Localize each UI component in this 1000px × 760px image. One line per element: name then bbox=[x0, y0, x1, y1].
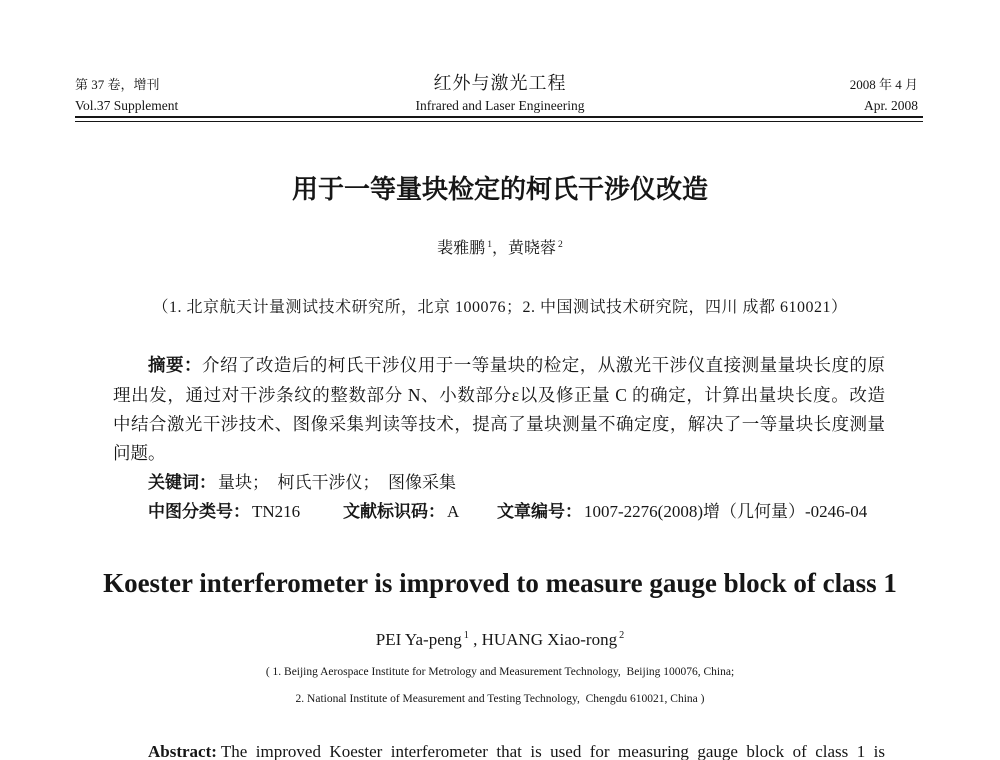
author-affiliation-marker: 2 bbox=[619, 630, 625, 642]
authors-cn bbox=[0, 239, 1000, 259]
affiliation-en-line: 2. National Institute of Measurement and Testing Technology, Chengdu 610021, China ) bbox=[295, 693, 705, 705]
author-separator: ， bbox=[491, 240, 508, 257]
article-id bbox=[497, 501, 867, 523]
abstract-cn-line bbox=[113, 351, 885, 381]
abstract-cn-text: 介绍了改造后的柯氏干涉仪用于一等量块的检定，从激光干涉仪直接测量量块长度的原 bbox=[201, 355, 886, 375]
abstract-cn-line: 理出发，通过对干涉条纹的整数部分 N、小数部分ε以及修正量 C 的确定，计算出量块长度。改造 bbox=[113, 385, 885, 405]
volume-issue-en: Vol.37 Supplement bbox=[75, 98, 179, 113]
abstract-en-label: Abstract: bbox=[148, 742, 217, 760]
article-id-value: 1007-2276(2008)增（几何量）-0246-04 bbox=[584, 502, 868, 521]
document-code bbox=[343, 501, 459, 523]
abstract-cn-line: 问题。 bbox=[113, 443, 166, 463]
author-name: HUANG Xiao-rong bbox=[481, 630, 618, 649]
affiliation-cn: （1. 北京航天计量测试技术研究所，北京 100076；2. 中国测试技术研究院，四川 成都 610021） bbox=[152, 299, 848, 316]
issue-date-en: Apr. 2008 bbox=[864, 98, 918, 113]
author-name: 裴雅鹏 bbox=[437, 240, 486, 257]
clc-number-value: TN216 bbox=[252, 502, 301, 521]
author-name: 黄晓蓉 bbox=[508, 240, 557, 257]
document-code-label: 文献标识码： bbox=[343, 502, 445, 522]
keywords-cn-label: 关键词： bbox=[148, 473, 216, 493]
journal-name-en: Infrared and Laser Engineering bbox=[415, 98, 585, 113]
paper-title-cn: 用于一等量块检定的柯氏干涉仪改造 bbox=[291, 175, 708, 205]
abstract-cn-label: 摘要： bbox=[148, 356, 202, 376]
abstract-en bbox=[148, 742, 885, 760]
journal-name-cn: 红外与激光工程 bbox=[433, 73, 567, 93]
clc-number bbox=[148, 501, 300, 523]
keywords-cn-text: 量块； 柯氏干涉仪； 图像采集 bbox=[218, 473, 456, 492]
issue-date-cn: 2008 年 4 月 bbox=[849, 77, 918, 92]
affiliation-en-line: ( 1. Beijing Aerospace Institute for Metrology and Measurement Technology, Beijing 100076, China; bbox=[265, 666, 735, 678]
author-affiliation-marker: 2 bbox=[558, 238, 563, 250]
author-separator: , bbox=[468, 630, 482, 649]
author-name: PEI Ya-peng bbox=[375, 630, 462, 649]
author-affiliation-marker: 1 bbox=[487, 238, 492, 250]
volume-issue-cn: 第 37 卷，增刊 bbox=[75, 77, 160, 92]
header-double-rule bbox=[75, 116, 923, 122]
abstract-cn bbox=[113, 351, 885, 468]
article-id-label: 文章编号： bbox=[497, 502, 582, 522]
paper-title-en: Koester interferometer is improved to measure gauge block of class 1 bbox=[103, 568, 897, 598]
author-affiliation-marker: 1 bbox=[463, 630, 469, 642]
authors-en bbox=[0, 630, 1000, 650]
abstract-cn-line: 中结合激光干涉技术、图像采集判读等技术，提高了量块测量不确定度，解决了一等量块长度测量 bbox=[113, 414, 885, 434]
abstract-en-text: The improved Koester interferometer that is used for measuring gauge block of class 1 is bbox=[220, 742, 885, 760]
keywords-cn bbox=[148, 472, 456, 494]
clc-number-label: 中图分类号： bbox=[148, 502, 250, 522]
document-code-value: A bbox=[447, 502, 460, 521]
